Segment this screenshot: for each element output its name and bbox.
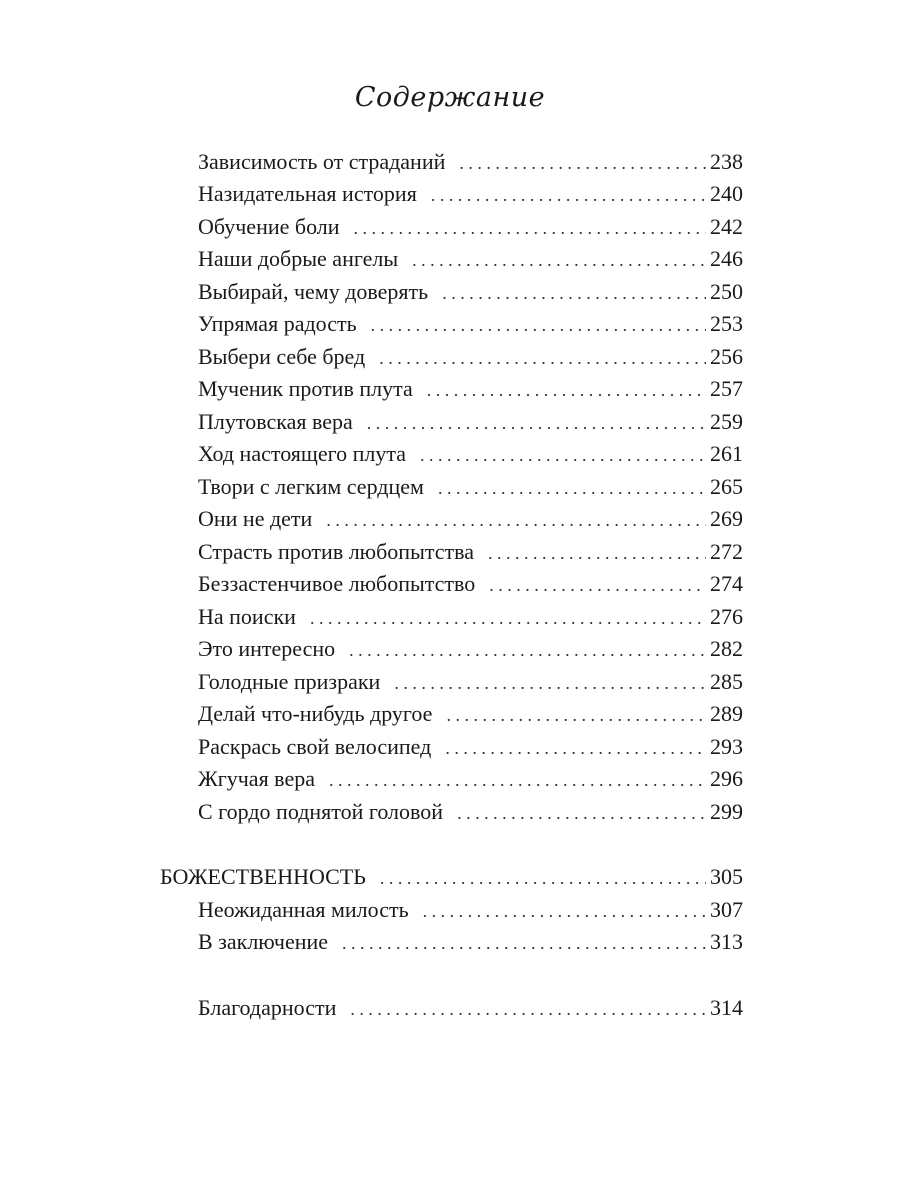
toc-entry-page: 313 <box>710 929 743 954</box>
dot-leader <box>423 895 706 927</box>
toc-entry-page: 242 <box>710 214 743 239</box>
dot-leader <box>412 244 706 276</box>
toc-entry[interactable] <box>198 243 743 275</box>
toc-entry[interactable] <box>198 406 743 438</box>
toc-entry-title: Выбери себе бред <box>198 344 366 369</box>
toc-entry-page: 285 <box>710 669 743 694</box>
dot-leader <box>489 569 706 601</box>
toc-section-title: БОЖЕСТВЕННОСТЬ <box>160 864 366 889</box>
toc-entry-title: Наши добрые ангелы <box>198 246 399 271</box>
toc-entry-title: Ход настоящего плута <box>198 441 406 466</box>
dot-leader <box>350 993 706 1025</box>
dot-leader <box>431 179 706 211</box>
toc-entry-page: 246 <box>710 246 743 271</box>
toc-entry-page: 289 <box>710 701 743 726</box>
toc-entry[interactable] <box>198 633 743 665</box>
toc-entry-title: Плутовская вера <box>198 409 353 434</box>
toc-section-page: 305 <box>710 864 743 889</box>
toc-entry-title: Жгучая вера <box>198 766 315 791</box>
toc-entry[interactable] <box>198 894 743 926</box>
dot-leader <box>446 699 706 731</box>
toc-section-entry[interactable] <box>160 861 743 893</box>
toc-entry-title: Обучение боли <box>198 214 340 239</box>
toc-entry[interactable] <box>198 146 743 178</box>
toc-entry-title: Они не дети <box>198 506 313 531</box>
toc-entry[interactable] <box>198 178 743 210</box>
toc-entry[interactable] <box>198 698 743 730</box>
toc-entry[interactable] <box>198 276 743 308</box>
toc-entry[interactable] <box>198 731 743 763</box>
dot-leader <box>371 309 706 341</box>
dot-leader <box>310 602 706 634</box>
toc-entry-title: Выбирай, чему доверять <box>198 279 429 304</box>
toc-entry-page: 240 <box>710 181 743 206</box>
dot-leader <box>488 537 706 569</box>
dot-leader <box>379 342 706 374</box>
dot-leader <box>457 797 706 829</box>
toc-entry-page: 296 <box>710 766 743 791</box>
dot-leader <box>326 504 706 536</box>
toc-entry-page: 256 <box>710 344 743 369</box>
toc-entry-page: 293 <box>710 734 743 759</box>
toc-entry-page: 261 <box>710 441 743 466</box>
toc-entry-title: Благодарности <box>198 995 337 1020</box>
dot-leader <box>394 667 706 699</box>
toc-entry-title: Твори с легким сердцем <box>198 474 424 499</box>
toc-entry[interactable] <box>198 796 743 828</box>
dot-leader <box>367 407 706 439</box>
toc-entry-title: В заключение <box>198 929 329 954</box>
toc-entry[interactable] <box>198 503 743 535</box>
page-title: Содержание <box>354 82 546 113</box>
toc-entry-page: 272 <box>710 539 743 564</box>
toc-entry[interactable] <box>198 666 743 698</box>
dot-leader <box>445 732 706 764</box>
toc-entry-title: Мученик против плута <box>198 376 413 401</box>
toc-entry[interactable] <box>198 438 743 470</box>
toc-entry-page: 259 <box>710 409 743 434</box>
toc-entry-title: Делай что-нибудь другое <box>198 701 433 726</box>
toc-entry-page: 307 <box>710 897 743 922</box>
toc-entry[interactable] <box>198 373 743 405</box>
toc-entry-title: С гордо поднятой головой <box>198 799 444 824</box>
dot-leader <box>349 634 706 666</box>
toc-entry-page: 257 <box>710 376 743 401</box>
toc-entry-title: Голодные призраки <box>198 669 381 694</box>
dot-leader <box>329 764 706 796</box>
toc-entry-page: 282 <box>710 636 743 661</box>
toc-entry-page: 314 <box>710 995 743 1020</box>
toc-entry-title: На поиски <box>198 604 296 629</box>
toc-entry[interactable] <box>198 341 743 373</box>
dot-leader <box>420 439 706 471</box>
dot-leader <box>342 927 706 959</box>
toc-entry-page: 276 <box>710 604 743 629</box>
toc-entry-title: Неожиданная милость <box>198 897 409 922</box>
toc-entry-title: Беззастенчивое любопытство <box>198 571 476 596</box>
dot-leader <box>427 374 706 406</box>
dot-leader <box>380 862 706 894</box>
toc-entry-title: Страсть против любопытства <box>198 539 474 564</box>
dot-leader <box>354 212 706 244</box>
toc-entry-page: 274 <box>710 571 743 596</box>
toc-entry-title: Зависимость от страданий <box>198 149 446 174</box>
toc-entry-page: 299 <box>710 799 743 824</box>
toc-entry[interactable] <box>198 926 743 958</box>
toc-entry[interactable] <box>198 536 743 568</box>
toc-entry[interactable] <box>198 211 743 243</box>
toc-entry[interactable] <box>198 568 743 600</box>
toc-entry-page: 250 <box>710 279 743 304</box>
toc-entry[interactable] <box>198 471 743 503</box>
toc-entry-page: 269 <box>710 506 743 531</box>
toc-entry[interactable] <box>198 601 743 633</box>
toc-entry-page: 265 <box>710 474 743 499</box>
toc-entry[interactable] <box>198 308 743 340</box>
toc-entry-title: Раскрась свой велосипед <box>198 734 432 759</box>
toc-entry-title: Упрямая радость <box>198 311 357 336</box>
toc-entry[interactable] <box>198 763 743 795</box>
toc-entry-acknowledgements[interactable] <box>198 992 743 1024</box>
toc-entry-page: 253 <box>710 311 743 336</box>
toc-entry-title: Назидательная история <box>198 181 417 206</box>
dot-leader <box>442 277 706 309</box>
toc-entry-page: 238 <box>710 149 743 174</box>
dot-leader <box>438 472 706 504</box>
toc-entry-title: Это интересно <box>198 636 336 661</box>
dot-leader <box>459 147 706 179</box>
